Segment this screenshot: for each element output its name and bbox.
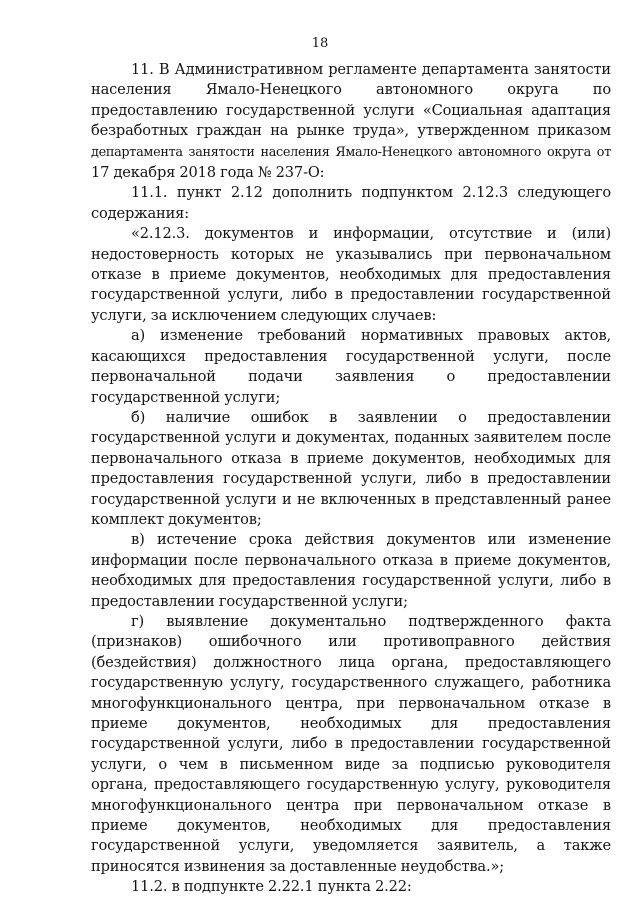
paragraph-11-2: 11.2. в подпункте 2.22.1 пункта 2.22:	[131, 878, 412, 896]
paragraph-item-v: в) истечение срока действия документов или изменение информации после первоначального отказа в приеме документов, необходимых для предоставления государственной услуги, либо в предоставлении государственной услуги;	[91, 531, 611, 610]
paragraph-11-text: 11. В Административном регламенте департамента занятости населения Ямало-Ненецкого автономного округа по предоставлению государственной услуги «Социальная адаптация безработных граждан на рынке труда», утвержденном приказом	[91, 61, 611, 140]
paragraph-2-12-3: «2.12.3. документов и информации, отсутствие и (или) недостоверность которых не указывались при первоначальном отказе в приеме документов, необходимых для предоставления государственной услуги, либо в предоставлении государственной услуги, за исключением следующих случаев:	[91, 225, 611, 324]
document-body	[91, 60, 611, 898]
page-number: 18	[311, 36, 329, 51]
paragraph-11	[91, 60, 611, 183]
paragraph-11-1: 11.1. пункт 2.12 дополнить подпунктом 2.12.3 следующего содержания:	[91, 184, 611, 222]
paragraph-item-g: г) выявление документально подтвержденного факта (признаков) ошибочного или противоправного действия (бездействия) должностного лица органа, предоставляющего государственную услугу, государственного служащего, работника многофункционального центра, при первоначальном отказе в приеме документов, необходимых для предоставления государственной услуги, либо в предоставлении государственной услуги, о чем в письменном виде за подписью руководителя органа, предоставляющего государственную услугу, руководителя многофункционального центра при первоначальном отказе в приеме документов, необходимых для предоставления государственной услуги, уведомляется заявитель, а также приносятся извинения за доставленные неудобства.»;	[91, 612, 611, 875]
paragraph-11-small-text: департамента занятости населения Ямало-Ненецкого автономного округа от	[91, 144, 611, 160]
paragraph-item-b: б) наличие ошибок в заявлении о предоставлении государственной услуги и документах, поданных заявителем после первоначального отказа в приеме документов, необходимых для предоставления государственной услуги, либо в предоставлении государственной услуги и не включенных в представленный ранее комплект документов;	[91, 408, 611, 528]
paragraph-item-a: а) изменение требований нормативных правовых актов, касающихся предоставления государственной услуги, после первоначальной подачи заявления о предоставлении государственной услуги;	[91, 327, 611, 406]
paragraph-11-tail: 17 декабря 2018 года № 237-О:	[91, 164, 325, 182]
